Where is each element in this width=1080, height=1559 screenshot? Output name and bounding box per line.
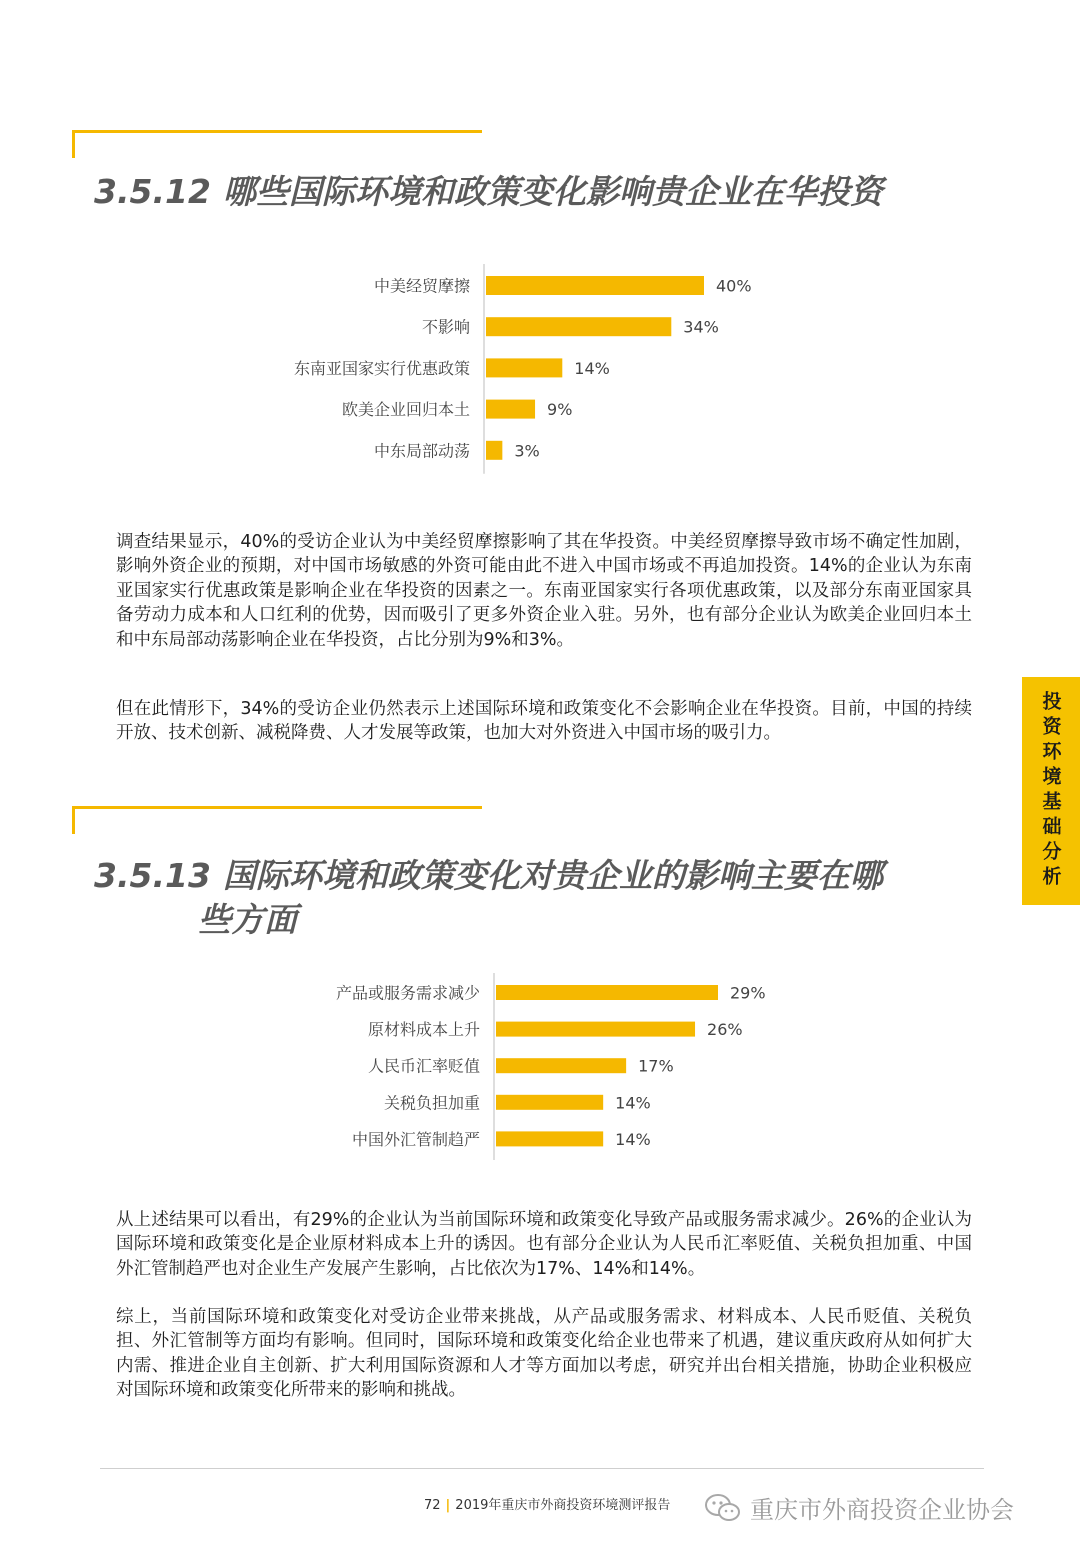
chart-value-label: 40% <box>716 276 752 296</box>
chart-category-label: 中东局部动荡 <box>373 441 470 461</box>
footer-divider <box>100 1468 984 1469</box>
chart-bar <box>486 317 671 336</box>
watermark-text: 重庆市外商投资企业协会 <box>750 1496 1014 1524</box>
page-footer <box>424 1494 670 1513</box>
bar-chart-factors <box>0 255 1080 480</box>
section-corner-decoration <box>72 806 482 834</box>
chart-value-label: 26% <box>707 1020 743 1040</box>
section-heading <box>94 170 994 214</box>
bar-chart-impacts <box>0 970 1080 1160</box>
chart-value-label: 14% <box>574 358 610 378</box>
chart-value-label: 14% <box>615 1129 651 1149</box>
chart-value-label: 34% <box>683 317 719 337</box>
section-number: 3.5.12 <box>94 172 211 211</box>
chart-value-label: 9% <box>547 400 573 420</box>
section-title: 国际环境和政策变化对贵企业的影响主要在哪 <box>222 856 883 895</box>
wechat-watermark <box>704 1490 1014 1525</box>
side-tab-label: 投资环境基础分析 <box>1039 691 1062 891</box>
body-paragraph: 调查结果显示，40%的受访企业认为中美经贸摩擦影响了其在华投资。中美经贸摩擦导致市场不确定性加剧，影响外资企业的预期，对中国市场敏感的外资可能由此不进入中国市场或不再追加投资。14%的企业认为东南亚国家实行优惠政策是影响企业在华投资的因素之一。东南亚国家实行各项优惠政策，以及部分东南亚国家具备劳动力成本和人口红利的优势，因而吸引了更多外资企业入驻。另外，也有部分企业认为欧美企业回归本土和中东局部动荡影响企业在华投资，占比分别为9%和3%。 <box>116 532 972 650</box>
chart-bar <box>486 358 562 377</box>
body-paragraph: 但在此情形下，34%的受访企业仍然表示上述国际环境和政策变化不会影响企业在华投资。目前，中国的持续开放、技术创新、减税降费、人才发展等政策，也加大对外资进入中国市场的吸引力。 <box>116 699 972 744</box>
chart-category-label: 中美经贸摩擦 <box>373 276 470 296</box>
body-paragraph: 从上述结果可以看出，有29%的企业认为当前国际环境和政策变化导致产品或服务需求减少。26%的企业认为国际环境和政策变化是企业原材料成本上升的诱因。也有部分企业认为人民币汇率贬值、关税负担加重、中国外汇管制趋严也对企业生产发展产生影响，占比依次为17%、14%和14%。 <box>116 1210 972 1279</box>
chart-bar <box>486 400 535 419</box>
chart-category-label: 关税负担加重 <box>383 1093 480 1113</box>
chart-category-label: 欧美企业回归本土 <box>341 400 470 420</box>
section-title-continuation: 些方面 <box>198 900 297 939</box>
chart-bar <box>496 1058 626 1073</box>
footer-separator: | <box>445 1498 451 1513</box>
chart-category-label: 中国外汇管制趋严 <box>351 1129 480 1149</box>
chart-value-label: 3% <box>514 441 540 461</box>
chapter-side-tab <box>1022 677 1080 905</box>
chart-category-label: 原材料成本上升 <box>367 1020 480 1040</box>
page-number: 72 <box>424 1498 441 1513</box>
section-title: 哪些国际环境和政策变化影响贵企业在华投资 <box>222 172 883 211</box>
report-title: 2019年重庆市外商投资环境测评报告 <box>455 1498 671 1513</box>
chart-value-label: 17% <box>638 1056 674 1076</box>
chart-bar <box>496 1095 603 1110</box>
chart-category-label: 产品或服务需求减少 <box>335 983 480 1003</box>
chart-category-label: 人民币汇率贬值 <box>367 1056 480 1076</box>
chart-bar <box>496 1131 603 1146</box>
wechat-icon <box>704 1493 742 1523</box>
chart-bar <box>486 276 704 295</box>
chart-value-label: 14% <box>615 1093 651 1113</box>
section-number: 3.5.13 <box>94 856 211 895</box>
section-heading <box>94 854 994 942</box>
chart-bar <box>486 441 502 460</box>
section-corner-decoration <box>72 130 482 158</box>
chart-category-label: 东南亚国家实行优惠政策 <box>293 358 470 378</box>
chart-bar <box>496 985 718 1000</box>
chart-value-label: 29% <box>730 983 766 1003</box>
chart-category-label: 不影响 <box>421 317 470 337</box>
body-paragraph: 综上，当前国际环境和政策变化对受访企业带来挑战，从产品或服务需求、材料成本、人民币贬值、关税负担、外汇管制等方面均有影响。但同时，国际环境和政策变化给企业也带来了机遇，建议重庆政府从如何扩大内需、推进企业自主创新、扩大利用国际资源和人才等方面加以考虑，研究并出台相关措施，协助企业积极应对国际环境和政策变化所带来的影响和挑战。 <box>116 1307 972 1401</box>
chart-bar <box>496 1022 695 1037</box>
